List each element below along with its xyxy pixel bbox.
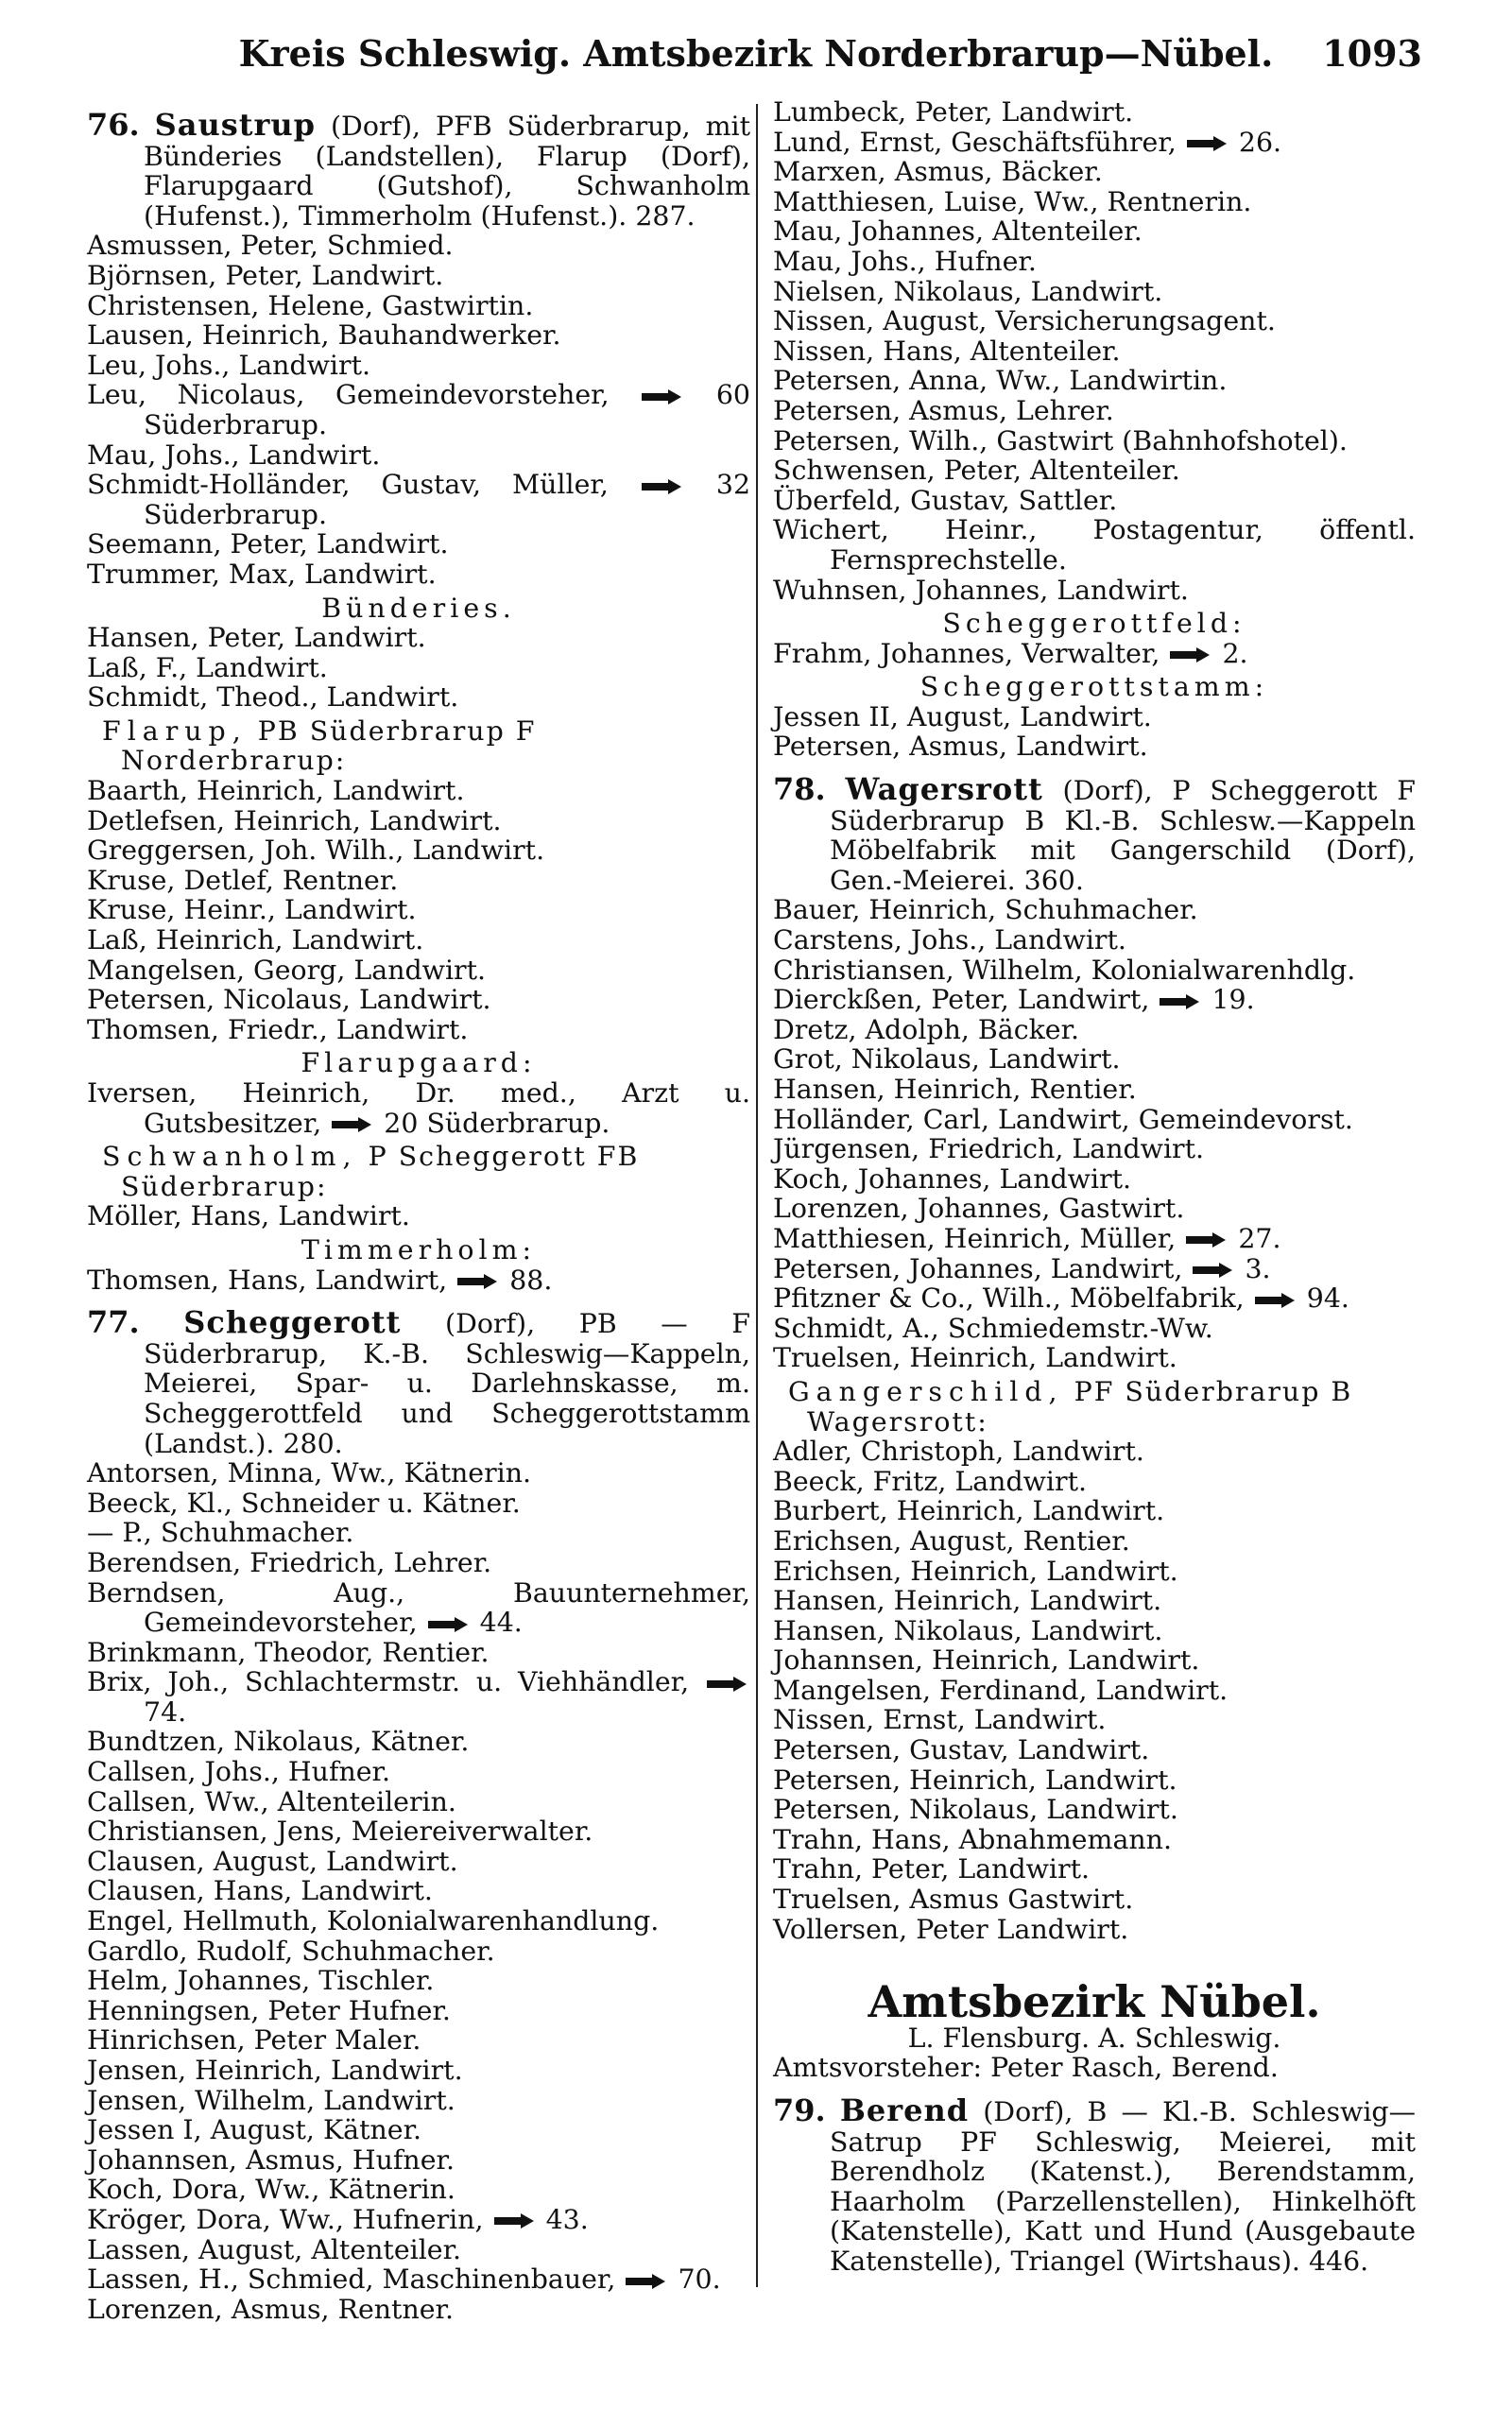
resident-text: Jessen II, August, Landwirt. — [773, 700, 1152, 732]
phone-number: 88. — [509, 1264, 553, 1296]
resident-entry — [87, 2025, 750, 2056]
left-column — [87, 97, 750, 2324]
resident-entry — [87, 380, 750, 439]
page-number: 1093 — [1322, 32, 1422, 75]
resident-text: Petersen, Anna, Ww., Landwirtin. — [773, 365, 1228, 397]
resident-entry — [87, 2175, 750, 2205]
resident-entry — [773, 1314, 1416, 1344]
resident-entry — [773, 1015, 1416, 1045]
resident-entry — [773, 895, 1416, 925]
resident-entry — [87, 231, 750, 261]
resident-entry — [773, 1343, 1416, 1373]
resident-text: Vollersen, Peter Landwirt. — [773, 1913, 1129, 1945]
resident-text: Mau, Johannes, Altenteiler. — [773, 215, 1143, 248]
sub-locality-heading: Flarupgaard: — [301, 1047, 537, 1079]
resident-entry — [87, 1966, 750, 1996]
district-subline: L. Flensburg. A. Schleswig. — [907, 2022, 1281, 2054]
resident-text: Lund, Ernst, Geschäftsführer, — [773, 126, 1177, 158]
sub-locality-heading: Scheggerottstamm: — [919, 671, 1269, 703]
resident-entry — [87, 1489, 750, 1519]
resident-entry — [773, 426, 1416, 456]
resident-text: Mau, Johs., Landwirt. — [87, 439, 381, 471]
resident-text: Beeck, Kl., Schneider u. Kätner. — [87, 1487, 521, 1519]
resident-text: Petersen, Nikolaus, Landwirt. — [773, 1794, 1178, 1826]
resident-entry — [87, 1876, 750, 1906]
resident-text: Kruse, Heinr., Landwirt. — [87, 894, 417, 926]
resident-text: Petersen, Gustav, Landwirt. — [773, 1734, 1150, 1766]
resident-entry — [773, 456, 1416, 486]
resident-text: Hansen, Heinrich, Rentier. — [773, 1074, 1137, 1105]
resident-entry — [87, 1578, 750, 1638]
resident-entry — [773, 1437, 1416, 1467]
resident-entry — [87, 1518, 750, 1548]
phone-number: 60 — [715, 379, 750, 411]
running-title: Kreis Schleswig. Amtsbezirk Norderbrarup—Nübel. — [238, 32, 1274, 75]
resident-entry — [87, 925, 750, 955]
resident-entry — [773, 1044, 1416, 1075]
resident-entry — [87, 470, 750, 529]
resident-text: Antorsen, Minna, Ww., Kätnerin. — [87, 1457, 532, 1489]
sub-locality-postal: PF Süderbrarup B Wagersrott: — [807, 1375, 1353, 1437]
resident-text: Greggersen, Joh. Wilh., Landwirt. — [87, 835, 545, 867]
resident-text: Leu, Johs., Landwirt. — [87, 349, 371, 381]
resident-entry — [87, 1727, 750, 1757]
phone-number: 44. — [479, 1607, 523, 1639]
resident-entry — [87, 1936, 750, 1967]
resident-entry — [773, 1526, 1416, 1557]
resident-text: Schmidt, Theod., Landwirt. — [87, 681, 459, 714]
entry-number: 79. — [773, 2092, 826, 2128]
resident-entry — [773, 277, 1416, 307]
resident-entry — [87, 1667, 750, 1727]
phone-number: 43. — [545, 2203, 589, 2235]
resident-text: Trahn, Peter, Landwirt. — [773, 1853, 1091, 1885]
district-heading: Amtsbezirk Nübel. — [868, 1976, 1321, 2028]
locality-description: (Dorf), P Scheggerott F Süderbrarup B Kl.-B. Schlesw.—Kappeln Möbelfabrik mit Gangerschild (Dorf), Gen.-Meierei. 360. — [830, 775, 1416, 896]
resident-entry — [87, 2056, 750, 2086]
resident-entry — [87, 1787, 750, 1817]
telephone-icon — [640, 388, 685, 405]
resident-text: Callsen, Ww., Altenteilerin. — [87, 1785, 456, 1817]
resident-entry — [87, 529, 750, 559]
resident-text: Petersen, Asmus, Lehrer. — [773, 394, 1114, 426]
resident-entry — [773, 1254, 1416, 1284]
resident-entry — [773, 1105, 1416, 1135]
resident-entry — [773, 1496, 1416, 1526]
resident-entry — [773, 1705, 1416, 1735]
telephone-icon — [1191, 1262, 1236, 1279]
phone-exchange: Süderbrarup. — [144, 408, 328, 440]
resident-entry — [773, 396, 1416, 426]
resident-entry — [87, 1996, 750, 2026]
resident-entry — [773, 639, 1416, 669]
resident-entry — [773, 1735, 1416, 1765]
resident-entry — [773, 1467, 1416, 1497]
resident-entry — [87, 623, 750, 653]
resident-text: Dretz, Adolph, Bäcker. — [773, 1013, 1080, 1045]
resident-text: Laß, F., Landwirt. — [87, 651, 328, 683]
telephone-icon — [330, 1116, 375, 1133]
resident-text: Matthiesen, Heinrich, Müller, — [773, 1222, 1177, 1254]
resident-entry — [87, 1757, 750, 1787]
sub-locality-heading: Scheggerottfeld: — [942, 608, 1246, 640]
resident-entry — [773, 1645, 1416, 1676]
resident-entry — [773, 1915, 1416, 1945]
resident-text: Brinkmann, Theodor, Rentier. — [87, 1636, 490, 1668]
resident-entry — [773, 157, 1416, 187]
resident-text: Thomsen, Friedr., Landwirt. — [87, 1013, 469, 1045]
phone-exchange: Süderbrarup. — [144, 498, 328, 530]
resident-text: Lorenzen, Johannes, Gastwirt. — [773, 1193, 1185, 1225]
entry-number: 76. — [87, 107, 140, 143]
resident-text: Pfitzner & Co., Wilh., Möbelfabrik, — [773, 1282, 1245, 1315]
resident-text: Jensen, Heinrich, Landwirt. — [87, 2055, 463, 2086]
resident-entry — [773, 985, 1416, 1015]
resident-entry — [773, 1283, 1416, 1314]
locality-entry — [773, 2092, 1416, 2277]
resident-entry — [773, 925, 1416, 955]
resident-entry — [773, 955, 1416, 986]
resident-text: Schmidt-Holländer, Gustav, Müller, — [87, 469, 609, 501]
resident-text: Bauer, Heinrich, Schuhmacher. — [773, 894, 1198, 926]
resident-entry — [87, 2115, 750, 2145]
resident-text: Petersen, Asmus, Landwirt. — [773, 731, 1148, 763]
resident-text: Wichert, Heinr., Postagentur, öffentl. Fernsprechstelle. — [773, 514, 1416, 576]
resident-entry — [773, 306, 1416, 336]
resident-entry — [87, 776, 750, 806]
resident-entry — [773, 515, 1416, 575]
resident-entry — [87, 291, 750, 321]
phone-exchange: Süderbrarup. — [426, 1107, 610, 1139]
sub-locality-heading — [87, 1142, 750, 1201]
resident-entry — [773, 1765, 1416, 1796]
resident-entry — [773, 1825, 1416, 1855]
resident-entry — [773, 1134, 1416, 1164]
resident-entry — [87, 1265, 750, 1296]
resident-text: Hansen, Nikolaus, Landwirt. — [773, 1614, 1163, 1646]
resident-text: Thomsen, Hans, Landwirt, — [87, 1264, 448, 1296]
resident-text: Beeck, Fritz, Landwirt. — [773, 1465, 1088, 1497]
resident-entry — [773, 216, 1416, 247]
resident-text: Truelsen, Heinrich, Landwirt. — [773, 1342, 1177, 1374]
right-column — [773, 97, 1416, 2277]
resident-entry — [773, 97, 1416, 128]
locality-description: (Dorf), PFB Süderbrarup, mit Bünderies (Landstellen), Flarup (Dorf), Flarupgaard (Gutshof), Schwanholm (Hufenst.), Timmerholm (Hufenst.). 287. — [144, 111, 750, 232]
resident-text: Johannsen, Heinrich, Landwirt. — [773, 1644, 1200, 1677]
resident-entry — [773, 187, 1416, 217]
resident-text: Hinrichsen, Peter Maler. — [87, 2024, 421, 2057]
telephone-icon — [705, 1676, 750, 1693]
resident-entry — [773, 486, 1416, 516]
resident-entry — [87, 1906, 750, 1936]
phone-number: 2. — [1222, 637, 1248, 669]
resident-entry — [87, 835, 750, 866]
resident-entry — [87, 1548, 750, 1578]
resident-text: Adler, Christoph, Landwirt. — [773, 1436, 1144, 1468]
telephone-icon — [1184, 1231, 1229, 1248]
resident-text: Nissen, Ernst, Landwirt. — [773, 1704, 1107, 1736]
phone-number: 26. — [1238, 126, 1282, 158]
locality-description: (Dorf), B — Kl.-B. Schleswig—Satrup PF Schleswig, Meierei, mit Berendholz (Katenst.), Berendstamm, Haarholm (Parzellenstellen), Hinkelhöft (Katenstelle), Katt und Hund (Ausgebaute Katenstelle), Triangel (Wirtshaus). 446. — [830, 2096, 1416, 2277]
resident-text: Petersen, Johannes, Landwirt, — [773, 1252, 1183, 1284]
telephone-icon — [1253, 1292, 1298, 1309]
resident-entry — [87, 2235, 750, 2265]
resident-entry — [87, 985, 750, 1015]
resident-entry — [87, 682, 750, 713]
resident-entry — [773, 732, 1416, 762]
resident-entry — [773, 1795, 1416, 1825]
sub-locality-heading: Bünderies. — [321, 592, 516, 624]
locality-name: Saustrup — [154, 107, 317, 143]
telephone-icon — [1168, 646, 1213, 663]
resident-text: Brix, Joh., Schlachtermstr. u. Viehhändler, — [87, 1666, 690, 1698]
resident-entry — [773, 128, 1416, 158]
resident-text: Erichsen, Heinrich, Landwirt. — [773, 1555, 1178, 1587]
resident-text: Holländer, Carl, Landwirt, Gemeindevorst. — [773, 1103, 1353, 1135]
resident-text: Iversen, Heinrich, Dr. med., Arzt u. Gutsbesitzer, — [87, 1077, 750, 1139]
resident-entry — [87, 1816, 750, 1847]
resident-entry — [773, 336, 1416, 367]
resident-text: Clausen, August, Landwirt. — [87, 1845, 458, 1877]
resident-text: Seemann, Peter, Landwirt. — [87, 528, 449, 560]
resident-text: Matthiesen, Luise, Ww., Rentnerin. — [773, 185, 1252, 217]
resident-text: Mau, Johs., Hufner. — [773, 245, 1037, 277]
resident-text: Petersen, Nicolaus, Landwirt. — [87, 984, 491, 1016]
resident-text: Henningsen, Peter Hufner. — [87, 1994, 451, 2026]
locality-entry — [773, 771, 1416, 896]
resident-text: Lassen, August, Altenteiler. — [87, 2233, 462, 2265]
phone-number: 27. — [1238, 1222, 1281, 1254]
resident-entry — [773, 1075, 1416, 1105]
resident-entry — [87, 261, 750, 291]
resident-text: Berndsen, Aug., Bauunternehmer, Gemeindevorsteher, — [87, 1576, 750, 1639]
resident-text: Dierckßen, Peter, Landwirt, — [773, 984, 1150, 1016]
resident-text: Lausen, Heinrich, Bauhandwerker. — [87, 319, 561, 352]
sub-locality-heading — [773, 1377, 1416, 1437]
resident-text: Christiansen, Wilhelm, Kolonialwarenhdlg. — [773, 954, 1356, 986]
resident-text: Leu, Nicolaus, Gemeindevorsteher, — [87, 379, 610, 411]
sub-locality-postal: PB Süderbrarup F Norderbrarup: — [121, 714, 537, 777]
resident-text: Clausen, Hans, Landwirt. — [87, 1875, 433, 1907]
resident-text: Engel, Hellmuth, Kolonialwarenhandlung. — [87, 1905, 660, 1937]
entry-number: 77. — [87, 1304, 140, 1341]
resident-entry — [87, 1201, 750, 1231]
resident-text: Nissen, Hans, Altenteiler. — [773, 335, 1121, 367]
telephone-icon — [426, 1616, 472, 1633]
resident-text: Burbert, Heinrich, Landwirt. — [773, 1495, 1165, 1527]
resident-text: Truelsen, Asmus Gastwirt. — [773, 1884, 1134, 1916]
resident-entry — [773, 1164, 1416, 1195]
resident-entry — [87, 895, 750, 925]
resident-text: Jessen I, August, Kätner. — [87, 2114, 422, 2146]
sub-locality-heading: Timmerholm: — [301, 1233, 537, 1265]
resident-text: Johannsen, Asmus, Hufner. — [87, 2143, 455, 2176]
resident-text: Callsen, Johs., Hufner. — [87, 1756, 391, 1788]
resident-entry — [87, 806, 750, 836]
resident-entry — [773, 1885, 1416, 1915]
resident-text: Detlefsen, Heinrich, Landwirt. — [87, 804, 502, 836]
resident-entry — [773, 1586, 1416, 1616]
telephone-icon — [492, 2212, 538, 2229]
sub-locality-name: Schwanholm, — [102, 1141, 358, 1173]
resident-text: Marxen, Asmus, Bäcker. — [773, 156, 1103, 188]
resident-text: Nielsen, Nikolaus, Landwirt. — [773, 275, 1163, 307]
telephone-icon — [1158, 993, 1203, 1010]
resident-text: Christiansen, Jens, Meiereiverwalter. — [87, 1816, 593, 1848]
resident-entry — [87, 1458, 750, 1489]
resident-text: Laß, Heinrich, Landwirt. — [87, 924, 424, 956]
resident-text: Berendsen, Friedrich, Lehrer. — [87, 1546, 492, 1578]
resident-text: Björnsen, Peter, Landwirt. — [87, 259, 444, 291]
resident-text: Mangelsen, Georg, Landwirt. — [87, 954, 487, 986]
resident-entry — [87, 2145, 750, 2176]
resident-text: Gardlo, Rudolf, Schuhmacher. — [87, 1935, 495, 1967]
resident-text: Petersen, Wilh., Gastwirt (Bahnhofshotel). — [773, 424, 1348, 456]
resident-entry — [87, 955, 750, 986]
sub-locality-heading — [87, 716, 750, 776]
resident-entry — [87, 2295, 750, 2325]
phone-number: 3. — [1245, 1252, 1271, 1284]
resident-entry — [773, 1854, 1416, 1885]
resident-entry — [87, 2205, 750, 2235]
resident-text: Koch, Dora, Ww., Kätnerin. — [87, 2174, 455, 2206]
phone-number: 19. — [1211, 984, 1255, 1016]
resident-text: Christensen, Helene, Gastwirtin. — [87, 289, 534, 321]
resident-text: Asmussen, Peter, Schmied. — [87, 230, 454, 262]
resident-text: Baarth, Heinrich, Landwirt. — [87, 775, 465, 807]
resident-entry — [773, 247, 1416, 277]
resident-entry — [87, 440, 750, 471]
resident-text: Hansen, Peter, Landwirt. — [87, 622, 426, 654]
locality-entry — [87, 1304, 751, 1459]
resident-entry — [87, 1638, 750, 1668]
sub-locality-postal: P Scheggerott FB Süderbrarup: — [121, 1141, 640, 1202]
sub-locality-name: Flarup, — [102, 714, 248, 747]
resident-entry — [87, 1078, 750, 1138]
resident-entry — [87, 351, 750, 381]
resident-entry — [773, 1616, 1416, 1646]
telephone-icon — [1185, 135, 1230, 152]
resident-entry — [773, 1557, 1416, 1587]
resident-entry — [87, 653, 750, 683]
resident-entry — [87, 1847, 750, 1877]
column-divider — [756, 104, 758, 2287]
phone-number: 20 — [384, 1107, 419, 1139]
resident-entry — [773, 366, 1416, 396]
resident-text: Trummer, Max, Landwirt. — [87, 558, 437, 590]
resident-text: Carstens, Johs., Landwirt. — [773, 924, 1126, 956]
resident-text: Grot, Nikolaus, Landwirt. — [773, 1043, 1121, 1076]
resident-text: Überfeld, Gustav, Sattler. — [773, 484, 1118, 516]
phone-number: 70. — [678, 2263, 721, 2296]
resident-text: Mangelsen, Ferdinand, Landwirt. — [773, 1674, 1228, 1706]
resident-text: Wuhnsen, Johannes, Landwirt. — [773, 574, 1189, 606]
phone-number: 74. — [144, 1695, 187, 1728]
resident-text: Nissen, August, Versicherungsagent. — [773, 305, 1276, 337]
resident-text: Jensen, Wilhelm, Landwirt. — [87, 2084, 455, 2116]
resident-text: Hansen, Heinrich, Landwirt. — [773, 1585, 1162, 1617]
resident-text: Bundtzen, Nikolaus, Kätner. — [87, 1726, 470, 1758]
page-header — [90, 32, 1422, 85]
resident-entry — [87, 320, 750, 351]
resident-entry — [87, 866, 750, 896]
resident-entry — [773, 1676, 1416, 1706]
locality-name: Scheggerott — [183, 1304, 402, 1341]
resident-entry — [87, 1015, 750, 1045]
resident-text: Jürgensen, Friedrich, Landwirt. — [773, 1133, 1205, 1165]
telephone-icon — [624, 2273, 669, 2290]
sub-locality-name: Gangerschild, — [788, 1375, 1064, 1407]
resident-entry — [87, 2264, 750, 2295]
resident-entry — [773, 1194, 1416, 1224]
resident-text: Lumbeck, Peter, Landwirt. — [773, 96, 1134, 128]
resident-text: — P., Schuhmacher. — [87, 1517, 354, 1549]
resident-text: Kröger, Dora, Ww., Hufnerin, — [87, 2203, 484, 2235]
resident-text: Schmidt, A., Schmiedemstr.-Ww. — [773, 1312, 1213, 1344]
locality-entry — [87, 107, 750, 232]
telephone-icon — [640, 478, 685, 495]
resident-text: Schwensen, Peter, Altenteiler. — [773, 455, 1180, 487]
resident-text: Trahn, Hans, Abnahmemann. — [773, 1823, 1172, 1855]
resident-entry — [87, 2086, 750, 2116]
entry-number: 78. — [773, 771, 826, 808]
resident-text: Frahm, Johannes, Verwalter, — [773, 637, 1160, 669]
resident-entry — [773, 576, 1416, 606]
resident-entry — [87, 559, 750, 590]
resident-entry — [773, 2053, 1416, 2083]
resident-text: Kruse, Detlef, Rentner. — [87, 864, 399, 896]
resident-text: Erichsen, August, Rentier. — [773, 1524, 1130, 1557]
resident-entry — [773, 702, 1416, 732]
locality-name: Berend — [839, 2092, 970, 2128]
resident-text: Koch, Johannes, Landwirt. — [773, 1162, 1132, 1195]
resident-entry — [773, 1224, 1416, 1254]
resident-text: Amtsvorsteher: Peter Rasch, Berend. — [773, 2052, 1279, 2084]
resident-text: Lassen, H., Schmied, Maschinenbauer, — [87, 2263, 616, 2296]
resident-text: Möller, Hans, Landwirt. — [87, 1200, 410, 1232]
resident-text: Petersen, Heinrich, Landwirt. — [773, 1764, 1177, 1796]
telephone-icon — [455, 1273, 501, 1290]
resident-text: Lorenzen, Asmus, Rentner. — [87, 2293, 455, 2325]
locality-name: Wagersrott — [845, 771, 1043, 808]
resident-text: Helm, Johannes, Tischler. — [87, 1965, 435, 1997]
locality-description: (Dorf), PB — F Süderbrarup, K.-B. Schleswig—Kappeln, Meierei, Spar- u. Darlehnskasse, m. Scheggerottfeld und Scheggerottstamm (Landst.). 280. — [144, 1308, 751, 1459]
phone-number: 94. — [1306, 1282, 1349, 1315]
phone-number: 32 — [715, 469, 751, 501]
